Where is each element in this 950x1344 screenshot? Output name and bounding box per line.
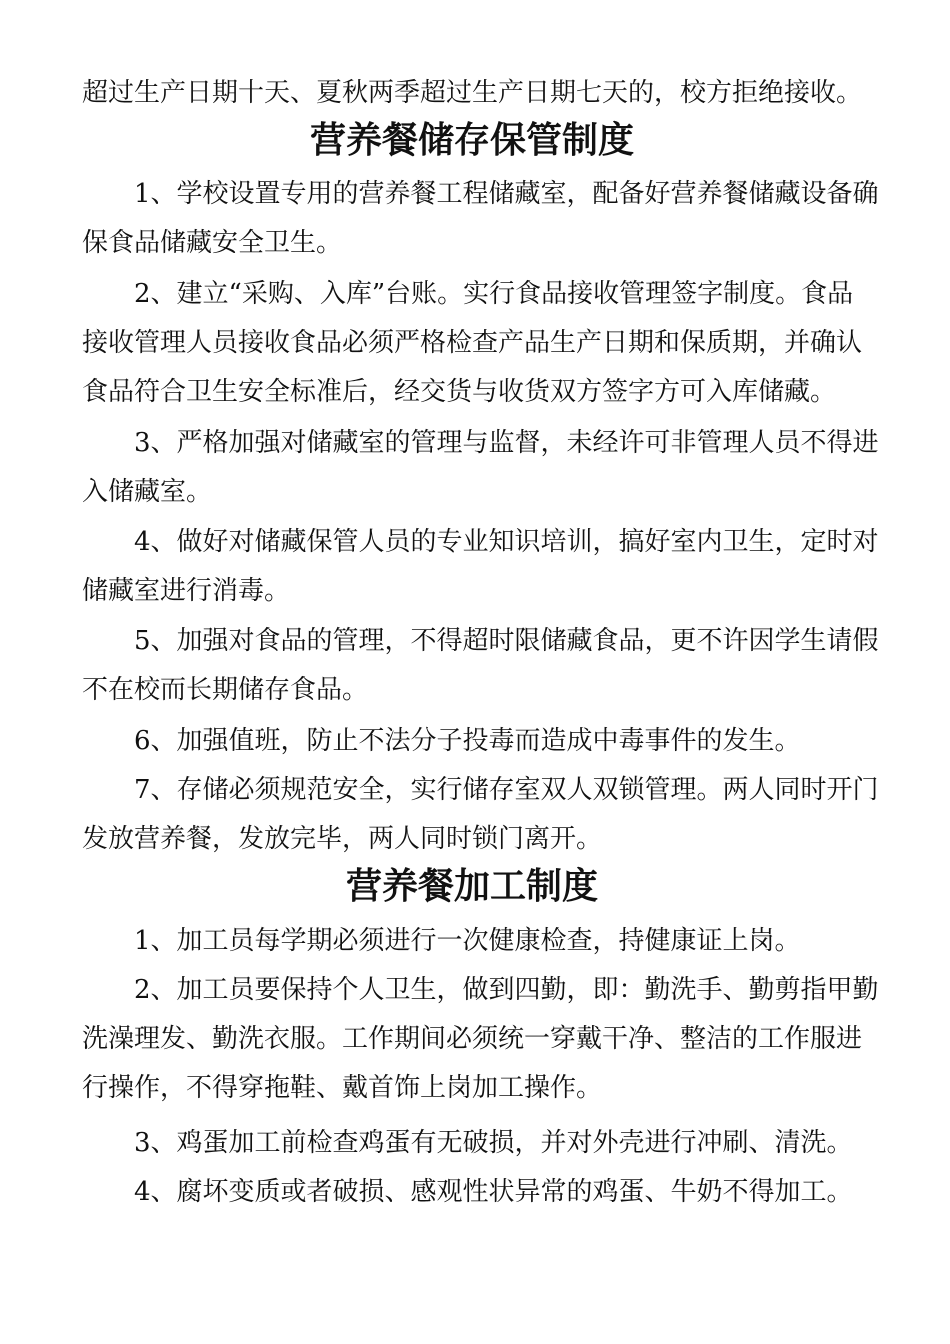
storage-item-6	[82, 725, 862, 774]
processing-item-4	[82, 1176, 862, 1225]
storage-item-3	[82, 427, 879, 525]
paragraph-line: 4、腐坏变质或者破损、感观性状异常的鸡蛋、牛奶不得加工。	[134, 1177, 853, 1207]
paragraph-line: 3、严格加强对储藏室的管理与监督，未经许可非管理人员不得进	[134, 428, 879, 458]
paragraph-line: 食品符合卫生安全标准后，经交货与收货双方签字方可入库储藏。	[82, 377, 837, 407]
paragraph-line: 5、加强对食品的管理，不得超时限储藏食品，更不许因学生请假	[134, 626, 879, 656]
paragraph-line: 洗澡理发、勤洗衣服。工作期间必须统一穿戴干净、整洁的工作服进	[82, 1024, 863, 1054]
storage-item-1	[82, 178, 879, 276]
paragraph-line: 4、做好对储藏保管人员的专业知识培训，搞好室内卫生，定时对	[134, 527, 879, 557]
paragraph-line: 2、加工员要保持个人卫生，做到四勤，即：勤洗手、勤剪指甲勤	[134, 975, 879, 1005]
paragraph-line: 保食品储藏安全卫生。	[82, 228, 343, 258]
paragraph-line: 1、学校设置专用的营养餐工程储藏室，配备好营养餐储藏设备确	[134, 179, 879, 209]
paragraph-line: 3、鸡蛋加工前检查鸡蛋有无破损，并对外壳进行冲刷、清洗。	[134, 1128, 853, 1158]
section-title-storage: 营养餐储存保管制度	[309, 119, 634, 161]
storage-item-7	[82, 774, 879, 872]
processing-item-1	[82, 925, 862, 974]
paragraph-line: 1、加工员每学期必须进行一次健康检查，持健康证上岗。	[134, 926, 801, 956]
paragraph-line: 不在校而长期储存食品。	[82, 675, 369, 705]
paragraph-line: 6、加强值班，防止不法分子投毒而造成中毒事件的发生。	[134, 726, 801, 756]
processing-item-2	[82, 974, 879, 1121]
paragraph-line: 发放营养餐，发放完毕，两人同时锁门离开。	[82, 824, 603, 854]
paragraph-line: 储藏室进行消毒。	[82, 576, 291, 606]
storage-item-4	[82, 526, 879, 624]
paragraph-line: 7、存储必须规范安全，实行储存室双人双锁管理。两人同时开门	[134, 775, 879, 805]
paragraph-line: 行操作，不得穿拖鞋、戴首饰上岗加工操作。	[82, 1073, 603, 1103]
continued-text: 超过生产日期十天、夏秋两季超过生产日期七天的，校方拒绝接收。	[82, 78, 863, 108]
storage-item-5	[82, 625, 879, 723]
storage-item-2	[82, 278, 862, 425]
paragraph-line: 2、建立“采购、入库”台账。实行食品接收管理签字制度。食品	[134, 279, 854, 309]
section-title-processing: 营养餐加工制度	[345, 865, 598, 907]
paragraph-line: 接收管理人员接收食品必须严格检查产品生产日期和保质期，并确认	[82, 328, 863, 358]
paragraph-line: 入储藏室。	[82, 477, 213, 507]
processing-item-3	[82, 1127, 862, 1176]
